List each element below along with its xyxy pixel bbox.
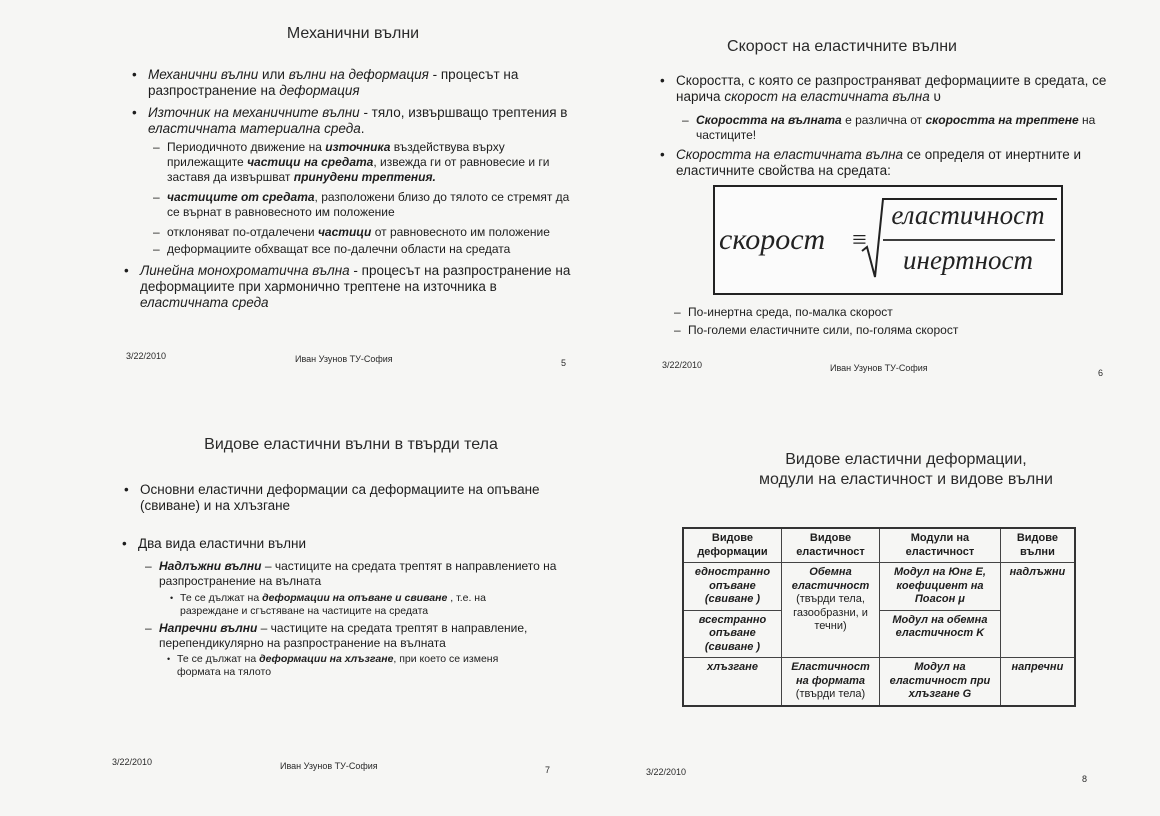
- slide-title: Механични вълни: [286, 25, 420, 42]
- bullet-speed-depends: • Скоростта на еластичната вълна се определя от инертните и еластичните свойства на средата:: [660, 147, 1082, 178]
- slide-title: Видове еластични вълни в твърди тела: [204, 436, 498, 453]
- bullet-wave-speed: • Скоростта, с която се разпространяват деформациите в средата, се нарича скорост на еластичната вълна υ: [660, 73, 1107, 104]
- sub-transverse-waves: – Напречни вълни – частиците на средата трептят в направление, перепендикулярно на разпространение на вълната: [145, 621, 528, 650]
- cell-volume-elasticity: Обемна еластичност (твърди тела, газообразни, и течни): [781, 563, 879, 658]
- footer-author: Иван Узунов ТУ-София: [280, 761, 378, 771]
- slide-title: Скорост на еластичните вълни: [727, 38, 957, 55]
- cell-shape-elasticity: Еластичност на формата (твърди тела): [781, 658, 879, 706]
- slide-title-line-2: модули на еластичност и видове вълни: [759, 471, 1053, 488]
- page-number: 7: [545, 765, 551, 775]
- table-header-row: [683, 528, 1075, 563]
- header-elastic-moduli: Модули на еластичност: [880, 528, 1001, 563]
- sub-longitudinal-waves: – Надлъжни вълни – частиците на средата трептят в направлението на разпространение на вълната: [145, 559, 557, 588]
- table-row: [683, 658, 1075, 706]
- header-wave-types: Видове вълни: [1000, 528, 1075, 563]
- slide-7: [0, 408, 580, 816]
- cell-uniaxial-tension: едностранно опъване (свиване ): [683, 563, 781, 611]
- bullet-marker: •: [170, 593, 174, 603]
- page-number: 6: [1098, 368, 1104, 378]
- bullet-basic-deformations: • Основни еластични деформации са деформациите на опъване (свиване) и на хлъзгане: [124, 482, 540, 513]
- sub-inert-medium: – По-инертна среда, по-малка скорост: [674, 305, 893, 319]
- page-number: 5: [561, 358, 567, 368]
- footer-date: 3/22/2010: [646, 767, 687, 777]
- bullet-marker: •: [132, 105, 137, 120]
- bullet-two-wave-types: • Два вида еластични вълни: [122, 536, 307, 551]
- bullet-marker: •: [660, 147, 665, 162]
- slide-5: [0, 0, 580, 408]
- dash-marker: –: [674, 323, 681, 337]
- dash-marker: –: [153, 242, 160, 256]
- bullet-marker: •: [167, 654, 171, 664]
- cell-all-sided-tension: всестранно опъване (свиване ): [683, 610, 781, 658]
- bullet-marker: •: [660, 73, 665, 88]
- bullet-mechanical-waves: • Механични вълни или вълни на деформация - процесът на разпространение на деформация: [132, 67, 519, 98]
- subsub-transverse-cause: • Те се дължат на деформации на хлъзгане, при което се изменя формата на тялото: [167, 653, 499, 678]
- cell-shear-modulus: Модул на еластичност при хлъзгане G: [880, 658, 1001, 706]
- dash-marker: –: [153, 225, 160, 239]
- dash-marker: –: [153, 190, 160, 204]
- footer-date: 3/22/2010: [662, 360, 703, 370]
- dash-marker: –: [674, 305, 681, 319]
- header-elasticity-types: Видове еластичност: [781, 528, 879, 563]
- footer-author: Иван Узунов ТУ-София: [295, 354, 393, 364]
- formula-equiv: ≡: [852, 225, 867, 254]
- sub-periodic-motion: – Периодичното движение на източника въздействува върху прилежащите частици на средата, извежда ги от равновесие и ги заставя да извършват принудени трептения.: [153, 140, 550, 184]
- slide-title: [580, 450, 1160, 490]
- slide-title-line-1: Видове еластични деформации,: [785, 451, 1027, 468]
- dash-marker: –: [145, 559, 152, 573]
- sub-displace-particles: – отклоняват по-отдалечени частици от равновесното им положение: [153, 225, 550, 239]
- cell-longitudinal: надлъжни: [1000, 563, 1075, 658]
- cell-transverse: напречни: [1000, 658, 1075, 706]
- formula-numerator: еластичност: [891, 200, 1045, 230]
- cell-young-modulus: Модул на Юнг E, коефициент на Поасон μ: [880, 563, 1001, 611]
- formula-lhs: скорост: [719, 223, 826, 256]
- bullet-marker: •: [124, 482, 129, 497]
- dash-marker: –: [682, 113, 689, 127]
- dash-marker: –: [153, 140, 160, 154]
- bullet-wave-source: • Източник на механичните вълни - тяло, извършващо трептения в еластичната материална среда.: [132, 105, 568, 136]
- table-row: [683, 563, 1075, 611]
- sub-speed-differs: – Скоростта на вълната е различна от скоростта на трептене на частиците!: [682, 113, 1096, 142]
- slide-8: [580, 408, 1160, 816]
- footer-date: 3/22/2010: [112, 757, 153, 767]
- bullet-marker: •: [132, 67, 137, 82]
- sub-particles-return: – частиците от средата, разположени близо до тялото се стремят да се върнат в равновесното им положение: [153, 190, 570, 219]
- footer-author: Иван Узунов ТУ-София: [830, 363, 928, 373]
- header-deformation-types: Видове деформации: [683, 528, 781, 563]
- deformations-table: [682, 527, 1076, 707]
- page-number: 8: [1082, 774, 1088, 784]
- cell-shear: хлъзгане: [683, 658, 781, 706]
- formula-denominator: инертност: [903, 245, 1033, 275]
- cell-bulk-modulus: Модул на обемна еластичност K: [880, 610, 1001, 658]
- speed-formula: [713, 185, 1063, 295]
- bullet-marker: •: [122, 536, 127, 551]
- dash-marker: –: [145, 621, 152, 635]
- bullet-monochromatic-wave: • Линейна монохроматична вълна - процесът на разпространение на деформациите при хармонично трептене на източника в еластичната среда: [124, 263, 571, 310]
- sub-elastic-forces: – По-големи еластичните сили, по-голяма скорост: [674, 323, 959, 337]
- bullet-marker: •: [124, 263, 129, 278]
- sub-deformations-spread: – деформациите обхващат все по-далечни области на средата: [153, 242, 511, 256]
- subsub-longitudinal-cause: • Те се дължат на деформации на опъване и свиване , т.е. на разреждане и сгъстяване на частиците на средата: [170, 592, 486, 617]
- footer-date: 3/22/2010: [126, 351, 167, 361]
- slide-6: [580, 0, 1160, 408]
